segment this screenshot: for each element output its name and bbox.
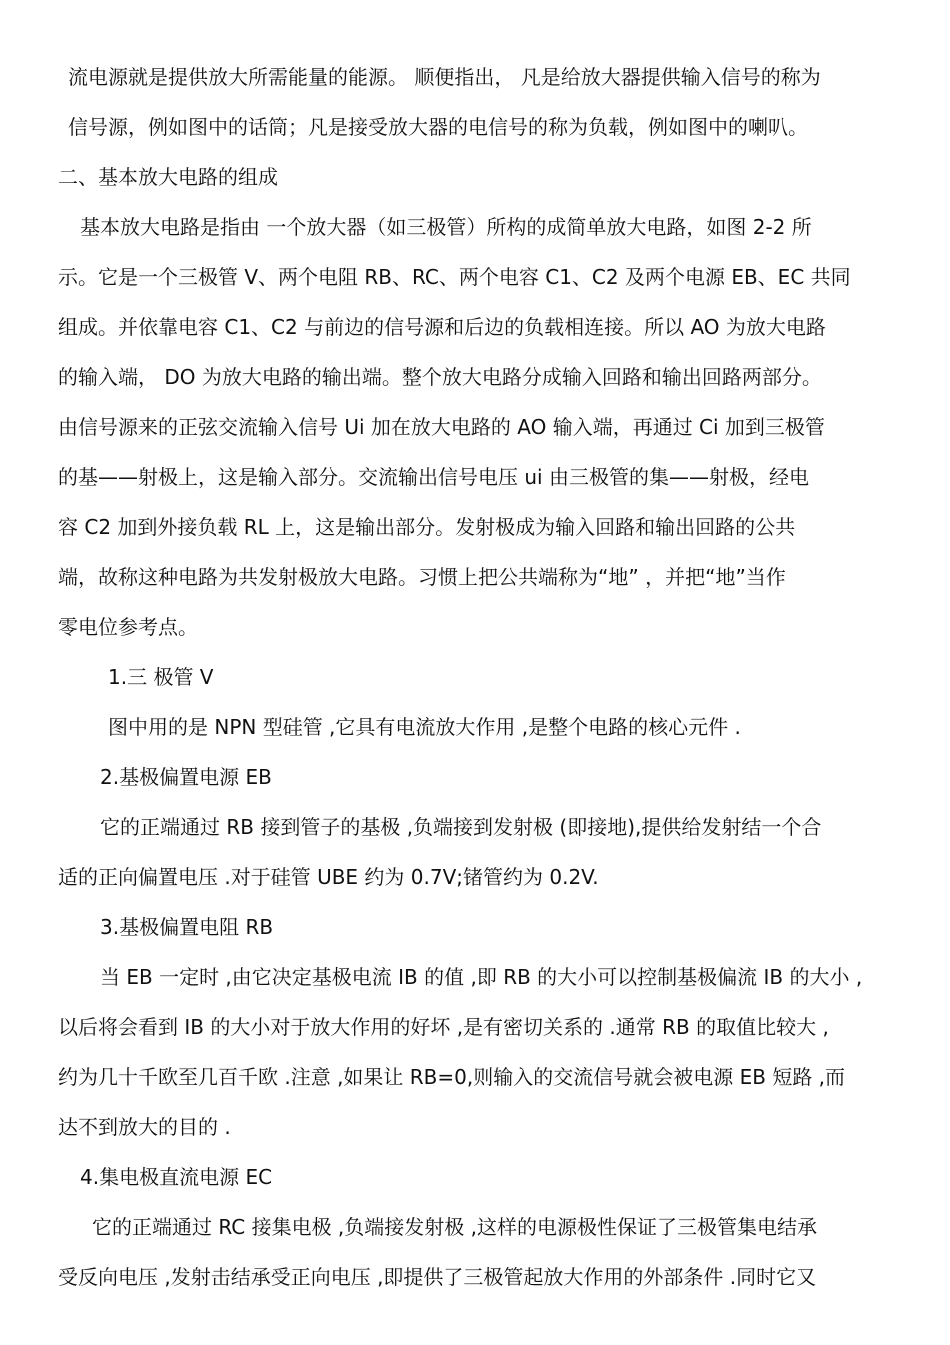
text-line: 以后将会看到 IB 的大小对于放大作用的好坏 ,是有密切关系的 .通常 RB 的取值比较大 , [58,1015,829,1039]
text-line: 信号源，例如图中的话筒；凡是接受放大器的电信号的称为负载，例如图中的喇叭。 [68,115,808,139]
text-line: 容 C2 加到外接负载 RL 上，这是输出部分。发射极成为输入回路和输出回路的公共 [58,515,796,539]
text-line: 端，故称这种电路为共发射极放大电路。习惯上把公共端称为“地” ，并把“地”当作 [58,565,786,589]
text-line: 基本放大电路是指由 一个放大器（如三极管）所构的成简单放大电路，如图 2-2 所 [80,215,812,239]
text-line: 由信号源来的正弦交流输入信号 Ui 加在放大电路的 AO 输入端，再通过 Ci 加到三极管 [58,415,825,439]
text-line: 组成。并依靠电容 C1、C2 与前边的信号源和后边的负载相连接。所以 AO 为放大电路 [58,315,826,339]
text-line: 当 EB 一定时 ,由它决定基极电流 IB 的值 ,即 RB 的大小可以控制基极偏流 IB 的大小 , [100,965,863,989]
text-line: 适的正向偏置电压 .对于硅管 UBE 约为 0.7V;锗管约为 0.2V. [58,865,599,889]
subsection-heading: 1.三 极管 V [108,665,214,689]
subsection-heading: 2.基极偏置电源 EB [100,765,272,789]
text-line: 它的正端通过 RB 接到管子的基极 ,负端接到发射极 (即接地),提供给发射结一个合 [100,815,822,839]
text-line: 的输入端， DO 为放大电路的输出端。整个放大电路分成输入回路和输出回路两部分。 [58,365,822,389]
text-line: 示。它是一个三极管 V、两个电阻 RB、RC、两个电容 C1、C2 及两个电源 EB、EC 共同 [58,265,851,289]
text-line: 的基——射极上，这是输入部分。交流输出信号电压 ui 由三极管的集——射极，经电 [58,465,809,489]
text-line: 达不到放大的目的 . [58,1115,231,1139]
subsection-heading: 3.基极偏置电阻 RB [100,915,274,939]
text-line: 约为几十千欧至几百千欧 .注意 ,如果让 RB=0,则输入的交流信号就会被电源 EB 短路 ,而 [58,1065,846,1089]
section-heading: 二、基本放大电路的组成 [58,165,278,189]
text-line: 图中用的是 NPN 型硅管 ,它具有电流放大作用 ,是整个电路的核心元件 . [108,715,741,739]
text-line: 流电源就是提供放大所需能量的能源。 顺便指出， 凡是给放大器提供输入信号的称为 [68,65,821,89]
text-line: 受反向电压 ,发射击结承受正向电压 ,即提供了三极管起放大作用的外部条件 .同时它又 [58,1265,817,1289]
text-line: 零电位参考点。 [58,615,198,639]
subsection-heading: 4.集电极直流电源 EC [80,1165,273,1189]
text-line: 它的正端通过 RC 接集电极 ,负端接发射极 ,这样的电源极性保证了三极管集电结承 [92,1215,818,1239]
